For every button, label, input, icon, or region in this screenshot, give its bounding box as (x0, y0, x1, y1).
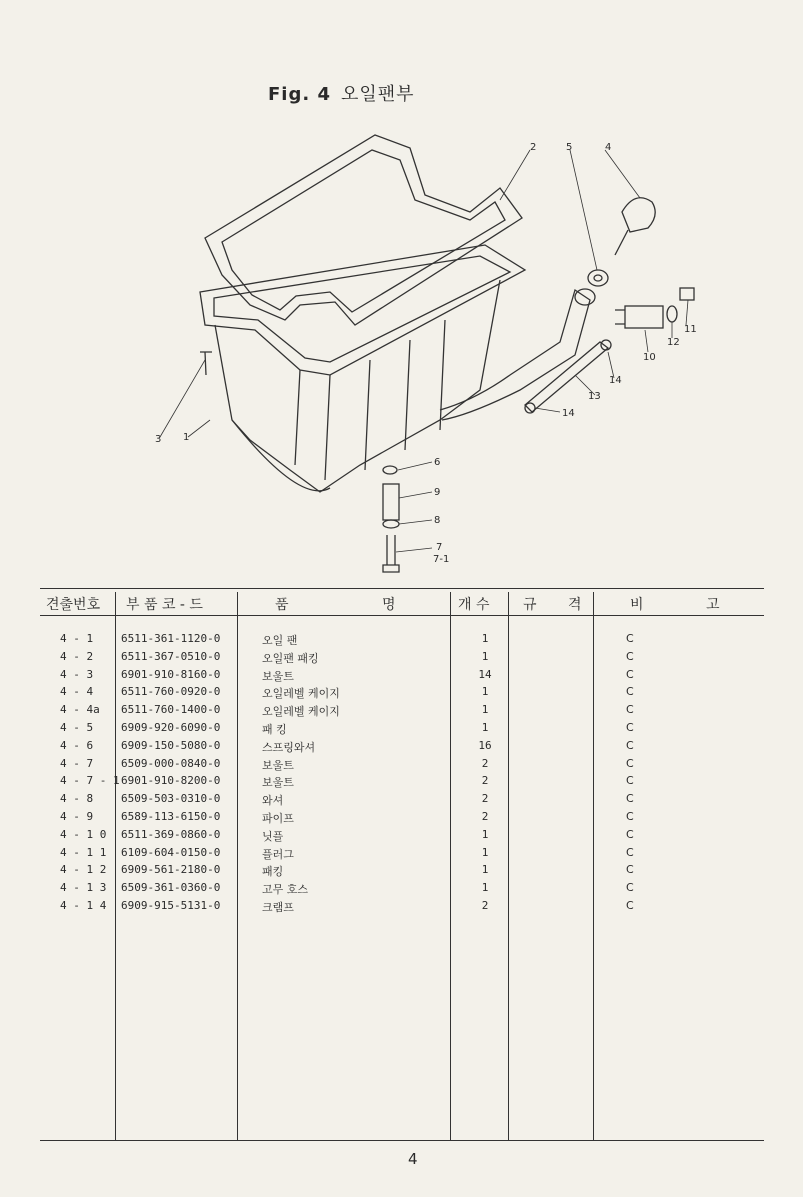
cell-qty: 1 (481, 721, 489, 734)
table-row (0, 632, 803, 649)
cell-qty: 2 (481, 792, 489, 806)
header-remark-1: 비 (630, 597, 644, 613)
cell-remark: C (626, 774, 634, 788)
cell-name: 오일레벨 케이지 (262, 687, 340, 701)
cell-qty: 1 (481, 845, 489, 859)
table-top-rule (40, 588, 764, 589)
cell-remark: C (626, 756, 634, 770)
cell-qty: 1 (481, 649, 489, 663)
pipe-stack (383, 484, 399, 520)
cell-no: 4 - 3 (60, 667, 94, 681)
header-code: 부 품 코 - 드 (126, 597, 203, 613)
header-name-1: 품 (275, 597, 289, 613)
header-remark-2: 고 (706, 597, 720, 613)
callout-9: 9 (434, 487, 441, 498)
header-spec-1: 규 (523, 597, 537, 613)
exploded-parts-diagram (0, 120, 803, 590)
cell-remark: C (626, 881, 634, 895)
cell-code: 6589-113-6150-0 (121, 810, 221, 823)
cell-qty: 16 (478, 738, 492, 752)
cell-code: 6511-361-1120-0 (121, 632, 221, 645)
cell-name: 플러그 (262, 847, 294, 861)
cell-no: 4 - 1 0 (60, 827, 107, 841)
cell-remark: C (626, 667, 634, 681)
callout-2: 2 (530, 142, 537, 153)
cell-name: 오일팬 패킹 (262, 651, 319, 665)
oil-level-gauge (622, 198, 655, 232)
cell-no: 4 - 6 (60, 738, 94, 752)
cell-no: 4 - 7 - 1 (60, 774, 120, 788)
cell-name: 닛플 (262, 829, 284, 843)
oil-pan-drawing (0, 120, 803, 590)
callout-14a: 14 (609, 375, 622, 386)
cell-name: 패 킹 (262, 723, 287, 736)
cell-code: 6511-367-0510-0 (121, 649, 221, 663)
callout-11: 11 (684, 324, 697, 335)
cell-qty: 1 (481, 632, 489, 645)
cell-qty: 14 (478, 667, 492, 681)
callout-12: 12 (667, 337, 680, 348)
cell-qty: 1 (481, 881, 489, 895)
cell-remark: C (626, 810, 634, 823)
cell-name: 고무 호스 (262, 883, 309, 897)
cell-code: 6511-760-1400-0 (121, 703, 221, 717)
cell-name: 크램프 (262, 901, 294, 914)
plug-11 (680, 288, 694, 300)
callout-6: 6 (434, 457, 441, 468)
packing-5 (588, 270, 608, 286)
cell-code: 6509-503-0310-0 (121, 792, 221, 806)
cell-remark: C (626, 632, 634, 645)
cell-remark: C (626, 899, 634, 912)
cell-remark: C (626, 845, 634, 859)
cell-remark: C (626, 685, 634, 699)
cell-name: 와셔 (262, 794, 284, 808)
cell-name: 오일 팬 (262, 634, 298, 647)
callout-13: 13 (588, 391, 601, 402)
page-number: 4 (408, 1150, 418, 1168)
table-row (0, 668, 803, 685)
callout-10: 10 (643, 352, 656, 363)
table-row (0, 846, 803, 863)
cell-no: 4 - 5 (60, 721, 94, 734)
header-spec-2: 격 (568, 597, 582, 613)
cell-name: 보울트 (262, 669, 294, 683)
bolt-3 (200, 352, 212, 375)
figure-title (268, 80, 415, 106)
spring-washer-6 (383, 466, 397, 474)
cell-no: 4 - 8 (60, 792, 94, 806)
cell-remark: C (626, 738, 634, 752)
callout-7: 7 (436, 542, 443, 553)
washer-8 (383, 520, 399, 528)
cell-code: 6511-369-0860-0 (121, 827, 221, 841)
cell-code: 6511-760-0920-0 (121, 685, 221, 699)
callout-3: 3 (155, 434, 162, 445)
cell-no: 4 - 9 (60, 810, 94, 823)
callout-7-1: 7-1 (433, 554, 450, 565)
cell-qty: 2 (481, 756, 489, 770)
cell-no: 4 - 1 2 (60, 863, 107, 877)
callout-8: 8 (434, 515, 441, 526)
table-row (0, 792, 803, 809)
table-row (0, 774, 803, 791)
cell-no: 4 - 1 3 (60, 881, 107, 895)
table-row (0, 757, 803, 774)
callout-14b: 14 (562, 408, 575, 419)
figure-name: 오일팬부 (340, 84, 415, 105)
cell-code: 6901-910-8160-0 (121, 667, 221, 681)
nipple-10 (625, 306, 663, 328)
cell-name: 보울트 (262, 776, 294, 790)
callout-1: 1 (183, 432, 190, 443)
cell-code: 6909-150-5080-0 (121, 738, 221, 752)
cell-remark: C (626, 827, 634, 841)
cell-code: 6901-910-8200-0 (121, 774, 221, 788)
table-row (0, 810, 803, 827)
cell-code: 6509-361-0360-0 (121, 881, 221, 895)
bolt-7 (383, 535, 399, 572)
cell-name: 파이프 (262, 812, 294, 825)
cell-remark: C (626, 649, 634, 663)
cell-no: 4 - 4 (60, 685, 94, 699)
table-row (0, 685, 803, 702)
cell-qty: 1 (481, 827, 489, 841)
table-row (0, 899, 803, 916)
table-row (0, 650, 803, 667)
oil-pan-body (215, 280, 500, 492)
table-row (0, 863, 803, 880)
cell-code: 6109-604-0150-0 (121, 845, 221, 859)
header-name-2: 명 (382, 597, 396, 613)
table-row (0, 721, 803, 738)
cell-name: 오일레벨 케이지 (262, 705, 340, 719)
cell-code: 6909-561-2180-0 (121, 863, 221, 877)
cell-no: 4 - 1 (60, 632, 94, 645)
cell-no: 4 - 4a (60, 703, 100, 717)
cell-remark: C (626, 703, 634, 717)
pipe-9 (440, 290, 590, 420)
cell-qty: 2 (481, 810, 489, 823)
cell-code: 6909-915-5131-0 (121, 899, 221, 912)
table-bottom-rule (40, 1140, 764, 1141)
cell-remark: C (626, 863, 634, 877)
cell-no: 4 - 1 4 (60, 899, 107, 912)
cell-no: 4 - 1 1 (60, 845, 107, 859)
cell-qty: 1 (481, 863, 489, 877)
cell-name: 스프링와셔 (262, 740, 316, 754)
cell-code: 6909-920-6090-0 (121, 721, 221, 734)
cell-no: 4 - 7 (60, 756, 94, 770)
header-no: 견출번호 (46, 597, 101, 613)
cell-name: 패킹 (262, 865, 284, 879)
cell-no: 4 - 2 (60, 649, 94, 663)
table-row (0, 881, 803, 898)
oil-pan-flange (200, 245, 525, 375)
cell-qty: 2 (481, 774, 489, 788)
cell-qty: 1 (481, 685, 489, 699)
cell-remark: C (626, 792, 634, 806)
callout-4: 4 (605, 142, 612, 153)
table-row (0, 703, 803, 720)
callout-5: 5 (566, 142, 573, 153)
table-header (0, 591, 803, 615)
table-header-rule (40, 615, 764, 616)
cell-qty: 1 (481, 703, 489, 717)
figure-number: Fig. 4 (268, 84, 331, 105)
cell-qty: 2 (481, 899, 489, 912)
header-qty: 개 수 (458, 597, 490, 613)
table-row (0, 739, 803, 756)
cell-name: 보울트 (262, 758, 294, 772)
cell-code: 6509-000-0840-0 (121, 756, 221, 770)
cell-remark: C (626, 721, 634, 734)
table-row (0, 828, 803, 845)
